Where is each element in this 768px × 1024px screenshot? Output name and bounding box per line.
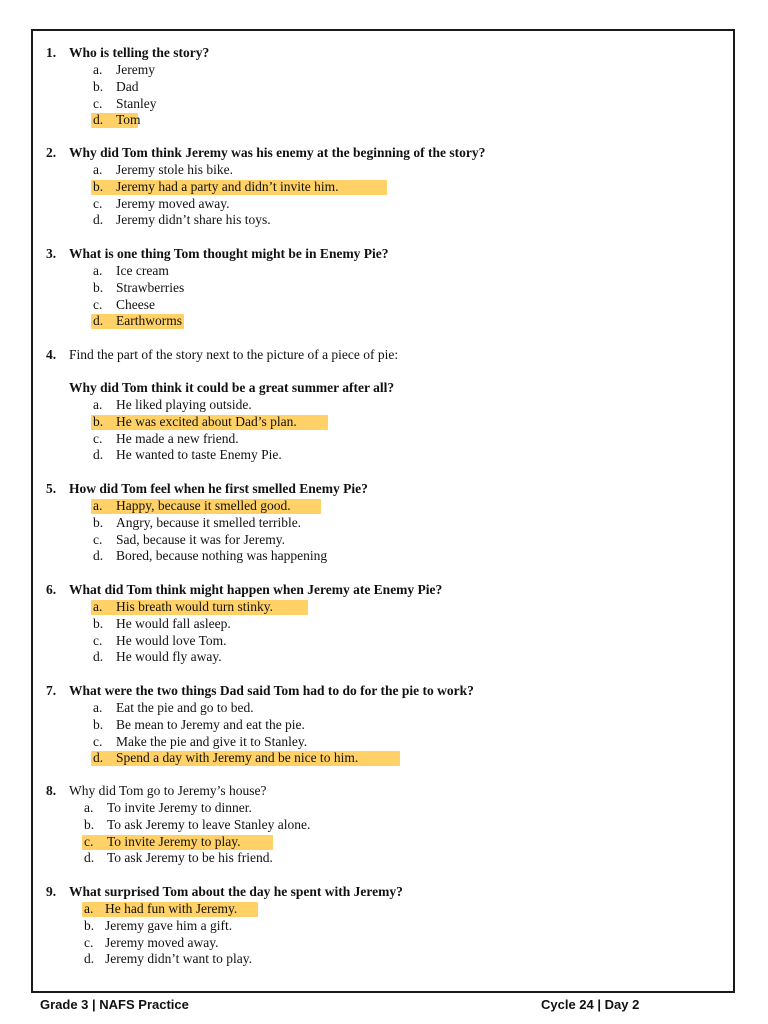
option-letter: a. <box>93 162 103 177</box>
option-text: Jeremy moved away. <box>116 195 230 211</box>
question-number: 7. <box>46 683 57 698</box>
option-letter: b. <box>93 514 104 530</box>
option-letter: a. <box>93 498 103 513</box>
question-number: 1. <box>46 45 57 60</box>
option-text: Be mean to Jeremy and eat the pie. <box>116 716 305 732</box>
option-letter: c. <box>84 833 94 849</box>
question-number: 4. <box>46 347 57 362</box>
option-text: Stanley <box>116 95 157 111</box>
option-letter: d. <box>84 951 95 967</box>
option-text: Strawberries <box>116 279 185 295</box>
option-letter: d. <box>93 447 104 463</box>
option-letter: b. <box>93 78 104 94</box>
option-text: Angry, because it smelled terrible. <box>116 514 302 530</box>
option-text-answer: He had fun with Jeremy. <box>105 901 238 916</box>
option-letter: d. <box>84 850 95 866</box>
option-letter: b. <box>84 816 95 832</box>
option-text: Jeremy <box>116 62 155 77</box>
option-letter: b. <box>84 917 95 933</box>
option-letter: a. <box>84 901 94 916</box>
option-text-answer: Happy, because it smelled good. <box>116 498 291 513</box>
option-letter: d. <box>93 212 104 228</box>
question-text: What were the two things Dad said Tom had to do for the pie to work? <box>69 683 474 698</box>
option-letter: c. <box>93 195 103 211</box>
option-letter: c. <box>93 430 103 446</box>
option-letter: d. <box>93 112 104 128</box>
option-text: He wanted to taste Enemy Pie. <box>116 447 282 463</box>
option-text: He would fall asleep. <box>116 615 231 631</box>
option-text: Cheese <box>116 296 155 312</box>
option-letter: c. <box>93 296 103 312</box>
option-letter: d. <box>93 548 104 564</box>
question-number: 5. <box>46 481 57 496</box>
option-text: To ask Jeremy to be his friend. <box>107 850 273 866</box>
question-text: What surprised Tom about the day he spent with Jeremy? <box>69 884 403 899</box>
option-letter: c. <box>93 95 103 111</box>
option-text-answer: Earthworms <box>116 313 182 329</box>
option-letter: a. <box>84 800 94 815</box>
option-letter: c. <box>93 733 103 749</box>
question-number: 9. <box>46 884 57 899</box>
option-text: Ice cream <box>116 263 169 278</box>
option-text: Dad <box>116 78 139 94</box>
option-text: He would love Tom. <box>116 632 227 648</box>
option-letter: b. <box>93 178 104 194</box>
option-text-answer: He was excited about Dad’s plan. <box>116 413 297 429</box>
question-number: 3. <box>46 246 57 261</box>
option-text: Bored, because nothing was happening <box>116 548 328 564</box>
option-letter: b. <box>93 615 104 631</box>
option-text-answer: Jeremy had a party and didn’t invite him. <box>116 178 339 194</box>
option-text: He made a new friend. <box>116 430 239 446</box>
question-text: How did Tom feel when he first smelled Enemy Pie? <box>69 481 368 496</box>
option-letter: b. <box>93 716 104 732</box>
option-text: To invite Jeremy to dinner. <box>107 800 252 815</box>
question-text: Why did Tom go to Jeremy’s house? <box>69 783 267 798</box>
footer-right: Cycle 24 | Day 2 <box>541 997 640 1012</box>
option-text: To ask Jeremy to leave Stanley alone. <box>107 816 311 832</box>
option-letter: a. <box>93 263 103 278</box>
option-text-answer: Spend a day with Jeremy and be nice to him. <box>116 750 359 766</box>
option-text: He would fly away. <box>116 649 222 665</box>
option-text: Jeremy didn’t share his toys. <box>116 212 271 228</box>
question-number: 8. <box>46 783 57 798</box>
option-letter: a. <box>93 599 103 614</box>
option-text-answer: Tom <box>116 112 141 128</box>
option-text-answer: His breath would turn stinky. <box>116 599 273 614</box>
question-text: Who is telling the story? <box>69 45 210 60</box>
option-text-answer: To invite Jeremy to play. <box>107 833 241 849</box>
question-number: 2. <box>46 145 57 160</box>
option-text: Jeremy moved away. <box>105 934 219 950</box>
option-text: Jeremy didn’t want to play. <box>105 951 252 967</box>
option-letter: a. <box>93 62 103 77</box>
option-letter: c. <box>93 632 103 648</box>
option-letter: a. <box>93 397 103 412</box>
question-text: Why did Tom think Jeremy was his enemy at the beginning of the story? <box>69 145 486 160</box>
question-text: What did Tom think might happen when Jeremy ate Enemy Pie? <box>69 582 443 597</box>
question-text: What is one thing Tom thought might be in Enemy Pie? <box>69 246 389 261</box>
option-text: He liked playing outside. <box>116 397 252 412</box>
footer-left: Grade 3 | NAFS Practice <box>40 997 189 1012</box>
option-text: Sad, because it was for Jeremy. <box>116 531 285 547</box>
option-letter: c. <box>84 934 94 950</box>
option-text: Make the pie and give it to Stanley. <box>116 733 308 749</box>
option-letter: d. <box>93 649 104 665</box>
question-subtext: Why did Tom think it could be a great summer after all? <box>69 380 395 395</box>
option-letter: c. <box>93 531 103 547</box>
question-number: 6. <box>46 582 57 597</box>
question-text: Find the part of the story next to the picture of a piece of pie: <box>69 347 399 362</box>
option-letter: a. <box>93 700 103 715</box>
option-letter: d. <box>93 750 104 766</box>
option-text: Jeremy gave him a gift. <box>105 917 233 933</box>
option-letter: b. <box>93 413 104 429</box>
option-letter: b. <box>93 279 104 295</box>
option-letter: d. <box>93 313 104 329</box>
option-text: Eat the pie and go to bed. <box>116 700 254 715</box>
option-text: Jeremy stole his bike. <box>116 162 233 177</box>
